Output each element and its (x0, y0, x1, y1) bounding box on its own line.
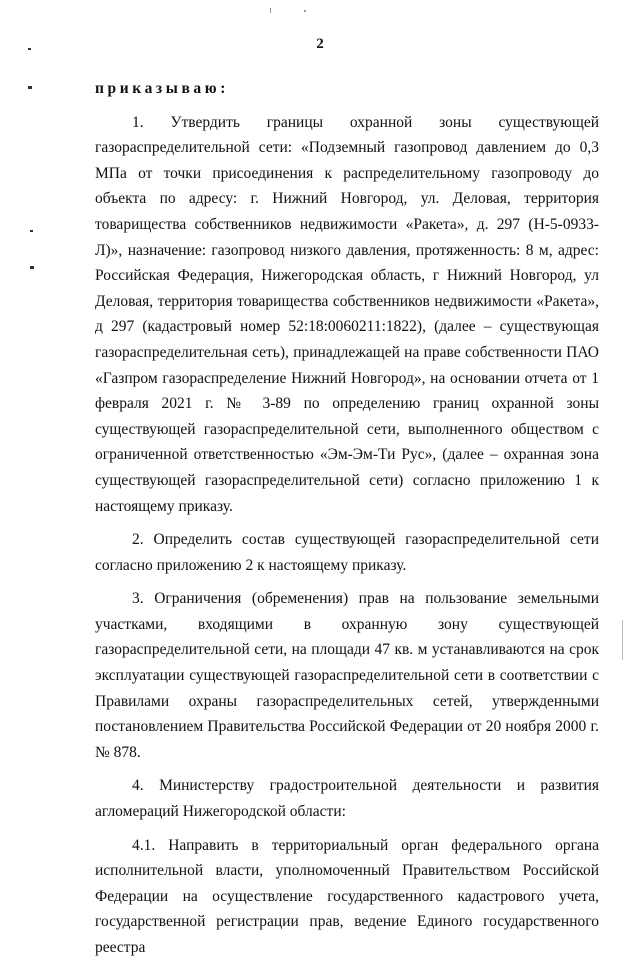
paragraph-1: 1. Утвердить границы охранной зоны существующей газораспределительной сети: «Подземный газопровод давлением до 0,3 МПа от точки присоединения к распределительному газопроводу до объекта по адресу: г. Нижний Новгород, ул. Деловая, территория товарищества собственников недвижимости «Ракета», д. 297 (Н-5-0933-Л)», назначение: газопровод низкого давления, протяженность: 8 м, адрес: Российская Федерация, Нижегородская область, г Нижний Новгород, ул Деловая, территория товарищества собственников недвижимости «Ракета», д 297 (кадастровый номер 52:18:0060211:1822), (далее – существующая газораспределительная сеть), принадлежащей на праве собственности ПАО «Газпром газораспределение Нижний Новгород», на основании отчета от 1 февраля 2021 г. № 3-89 по определению границ охранной зоны существующей газораспределительной сети, выполненного обществом с ограниченной ответственностью «Эм-Эм-Ти Рус», (далее – охранная зона существующей газораспределительной сети) согласно приложению 1 к настоящему приказу. (95, 113, 599, 515)
page-number: 2 (316, 36, 324, 52)
scan-mark (270, 8, 271, 13)
paragraph-4-1: 4.1. Направить в территориальный орган федерального органа исполнительной власти, уполномоченный Правительством Российской Федерации на осуществление государственного кадастрового учета, государственной регистрации прав, ведение Единого государственного реестра (95, 836, 599, 956)
paragraph-3: 3. Ограничения (обременения) прав на пользование земельными участками, входящими в охранную зону существующей газораспределительной сети, на площади 47 кв. м устанавливаются на срок эксплуатации существующей газораспределительной сети в соответствии с Правилами охраны газораспределительных сетей, утвержденными постановлением Правительства Российской Федерации от 20 ноября 2000 г. № 878. (95, 590, 599, 761)
paragraph-2: 2. Определить состав существующей газораспределительной сети согласно приложению 2 к настоящему приказу. (95, 531, 599, 574)
scan-mark (28, 86, 32, 89)
order-heading: приказываю: (95, 80, 229, 97)
scan-mark (30, 266, 34, 269)
scan-mark (304, 10, 306, 12)
scan-mark (30, 230, 33, 232)
scan-mark (622, 620, 623, 660)
paragraph-4: 4. Министерству градостроительной деятельности и развития агломераций Нижегородской области: (95, 777, 599, 821)
document-body (95, 76, 599, 961)
